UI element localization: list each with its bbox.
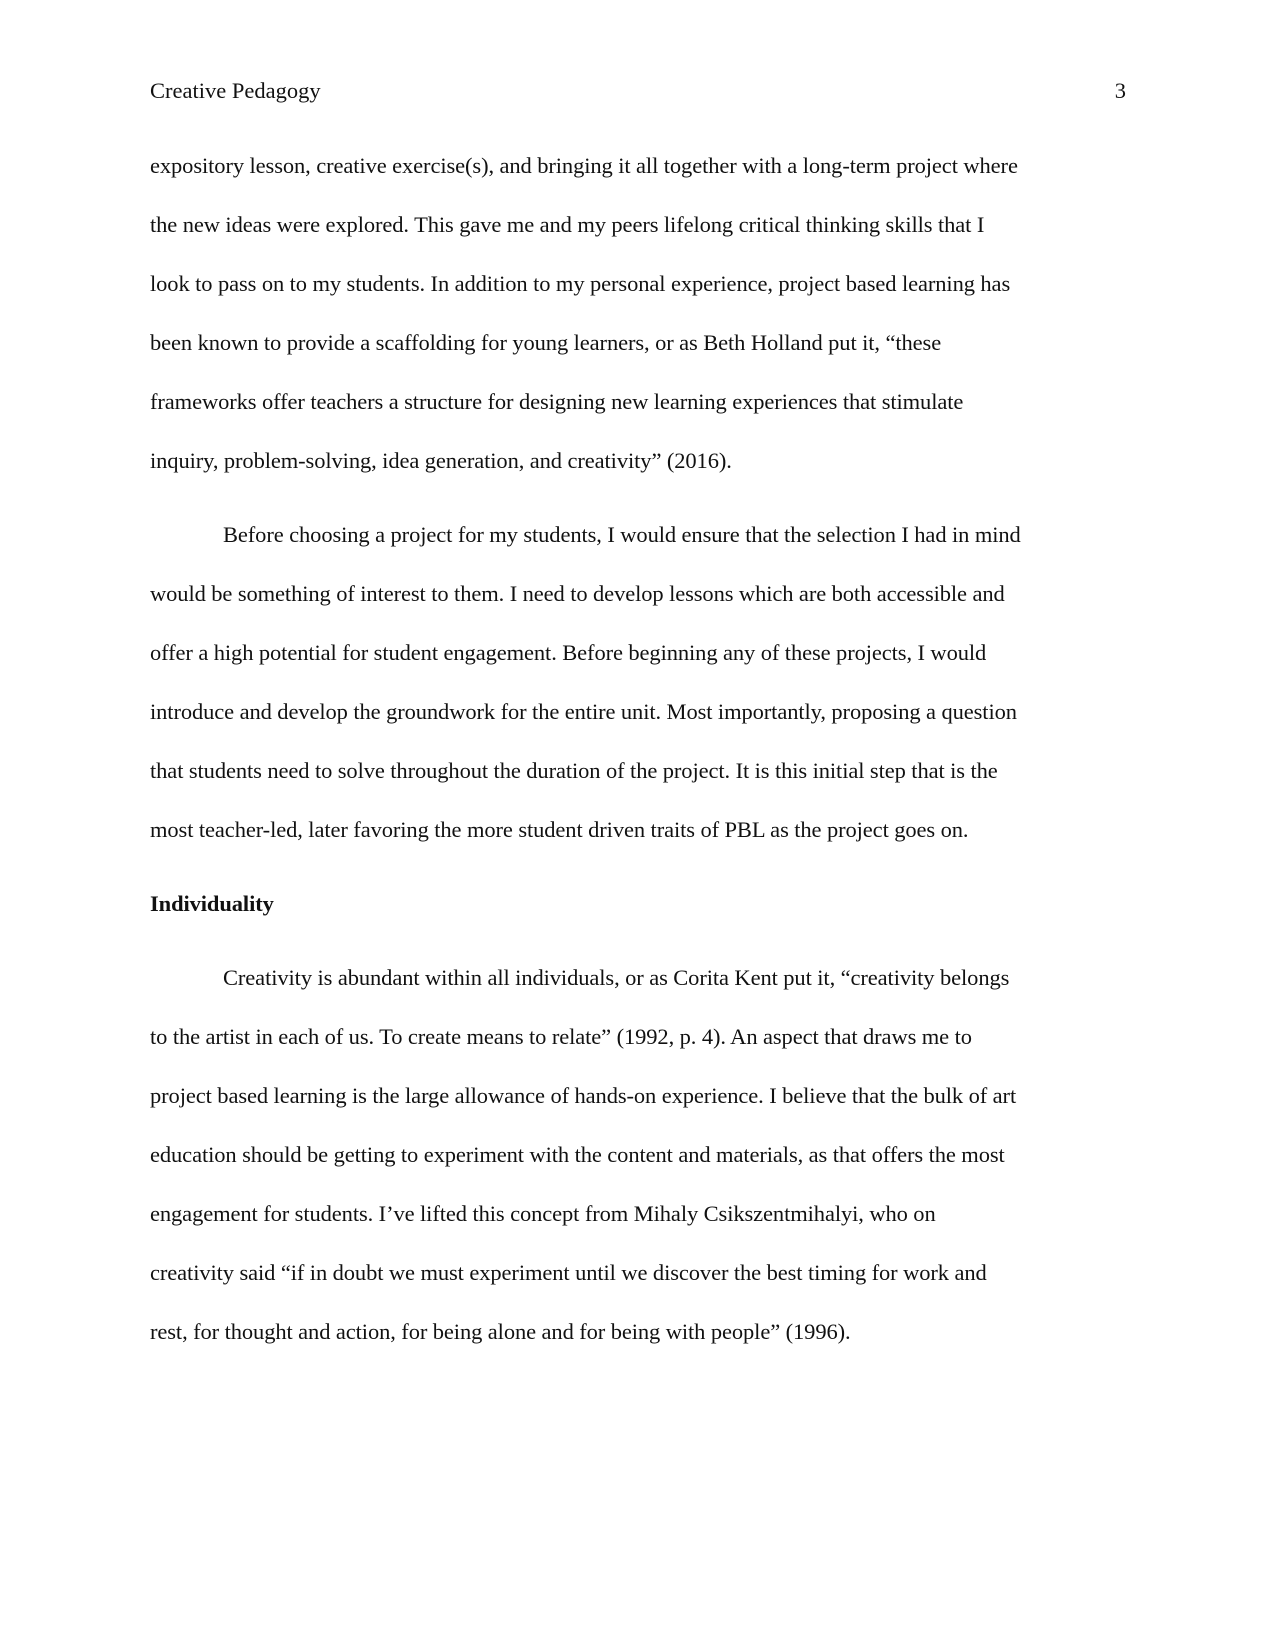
paragraph-line: introduce and develop the groundwork for the entire unit. Most importantly, proposing a question [150,699,1017,724]
paragraph-spacer [150,504,1126,519]
paragraph-line: Creativity is abundant within all individuals, or as Corita Kent put it, “creativity belongs [223,965,1010,990]
running-head [150,75,1126,107]
section-heading: Individuality [150,891,274,916]
paragraph [150,962,1126,1375]
page-number: 3 [1114,78,1126,103]
paragraph-line: project based learning is the large allowance of hands-on experience. I believe that the bulk of art [150,1083,1017,1108]
paragraph-line: been known to provide a scaffolding for young learners, or as Beth Holland put it, “these [150,330,942,355]
paragraph-line: creativity said “if in doubt we must experiment until we discover the best timing for work and [150,1260,987,1285]
paragraph-line: to the artist in each of us. To create means to relate” (1992, p. 4). An aspect that draws me to [150,1024,972,1049]
paragraph-line: inquiry, problem-solving, idea generation, and creativity” (2016). [150,448,732,473]
body-text [150,150,1126,1375]
paragraph [150,150,1126,504]
paragraph-spacer [150,947,1126,962]
paragraph-line: frameworks offer teachers a structure for designing new learning experiences that stimulate [150,389,964,414]
paragraph-line: education should be getting to experiment with the content and materials, as that offers the most [150,1142,1005,1167]
paragraph-line: rest, for thought and action, for being alone and for being with people” (1996). [150,1319,851,1344]
paragraph-line: most teacher-led, later favoring the more student driven traits of PBL as the project goes on. [150,817,969,842]
paragraph-line: engagement for students. I’ve lifted this concept from Mihaly Csikszentmihalyi, who on [150,1201,936,1226]
paragraph-line: would be something of interest to them. I need to develop lessons which are both accessible and [150,581,1005,606]
paragraph-line: offer a high potential for student engagement. Before beginning any of these projects, I would [150,640,987,665]
paragraph-line: Before choosing a project for my students, I would ensure that the selection I had in mind [223,522,1021,547]
paragraph-line: look to pass on to my students. In addition to my personal experience, project based learning has [150,271,1011,296]
running-title: Creative Pedagogy [150,78,321,103]
paragraph-spacer [150,873,1126,888]
paragraph [150,519,1126,873]
paragraph-line: that students need to solve throughout the duration of the project. It is this initial step that is the [150,758,998,783]
paragraph-line: expository lesson, creative exercise(s), and bringing it all together with a long-term project where [150,153,1018,178]
paragraph-line: the new ideas were explored. This gave me and my peers lifelong critical thinking skills that I [150,212,985,237]
